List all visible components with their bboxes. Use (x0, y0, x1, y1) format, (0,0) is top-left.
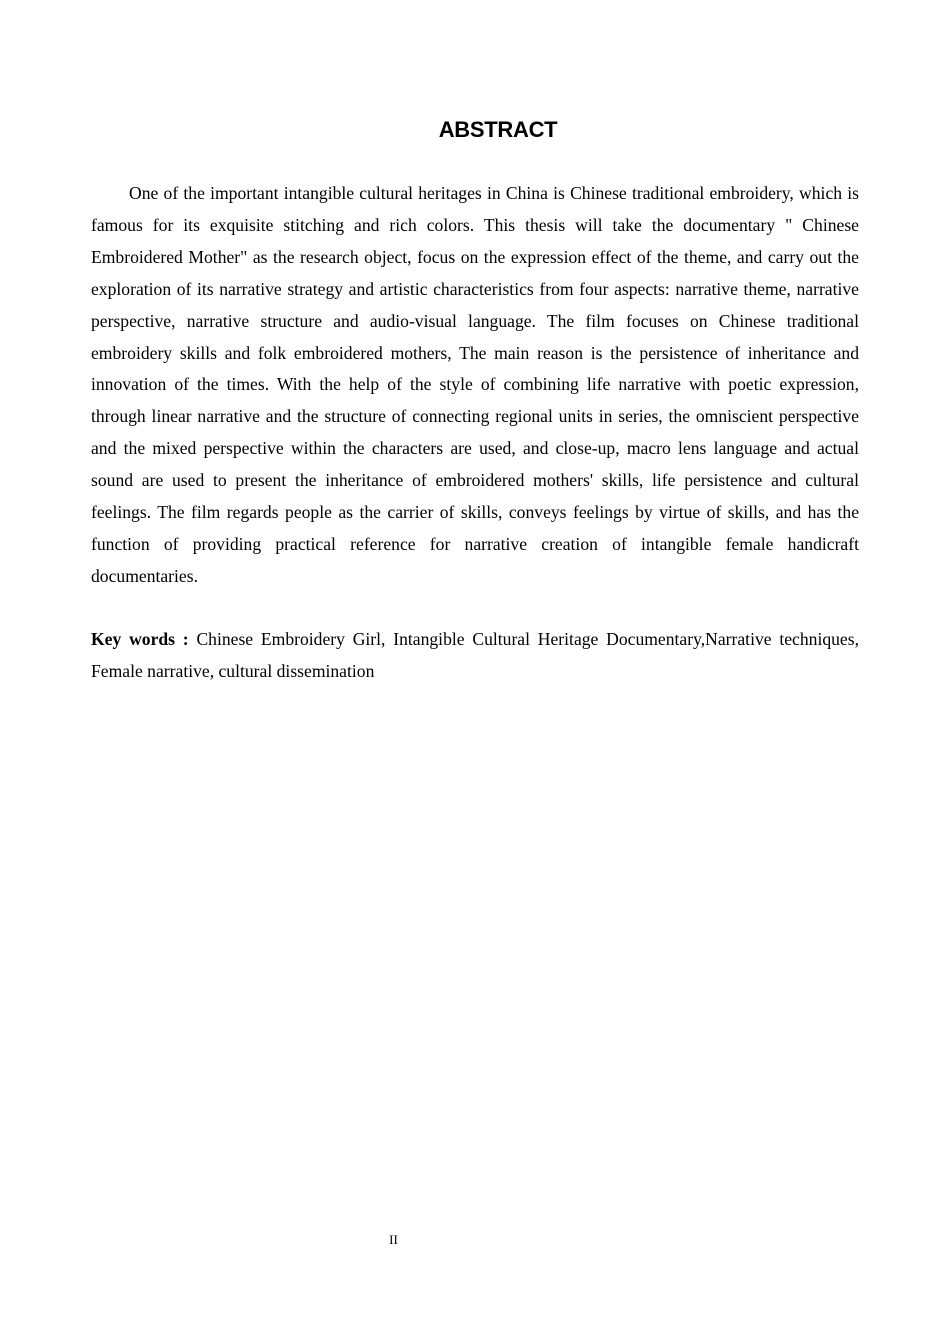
abstract-paragraph: One of the important intangible cultural heritages in China is Chinese traditional embroidery, which is famous for its exquisite stitching and rich colors. This thesis will take the documentary " Chinese Embroidered Mother" as the research object, focus on the expression effect of the theme, and carry out the exploration of its narrative strategy and artistic characteristics from four aspects: narrative theme, narrative perspective, narrative structure and audio-visual language. The film focuses on Chinese traditional embroidery skills and folk embroidered mothers, The main reason is the persistence of inheritance and innovation of the times. With the help of the style of combining life narrative with poetic expression, through linear narrative and the structure of connecting regional units in series, the omniscient perspective and the mixed perspective within the characters are used, and close-up, macro lens language and actual sound are used to present the inheritance of embroidered mothers' skills, life persistence and cultural feelings. The film regards people as the carrier of skills, conveys feelings by virtue of skills, and has the function of providing practical reference for narrative creation of intangible female handicraft documentaries. (91, 183, 859, 586)
keywords-line (91, 623, 859, 687)
page-title: ABSTRACT (438, 117, 558, 142)
keywords-text: Chinese Embroidery Girl, Intangible Cultural Heritage Documentary,Narrative techniques, Female narrative, cultural dissemination (91, 629, 859, 681)
keywords-label: Key words : (91, 629, 197, 649)
page-number: II (389, 1232, 398, 1247)
